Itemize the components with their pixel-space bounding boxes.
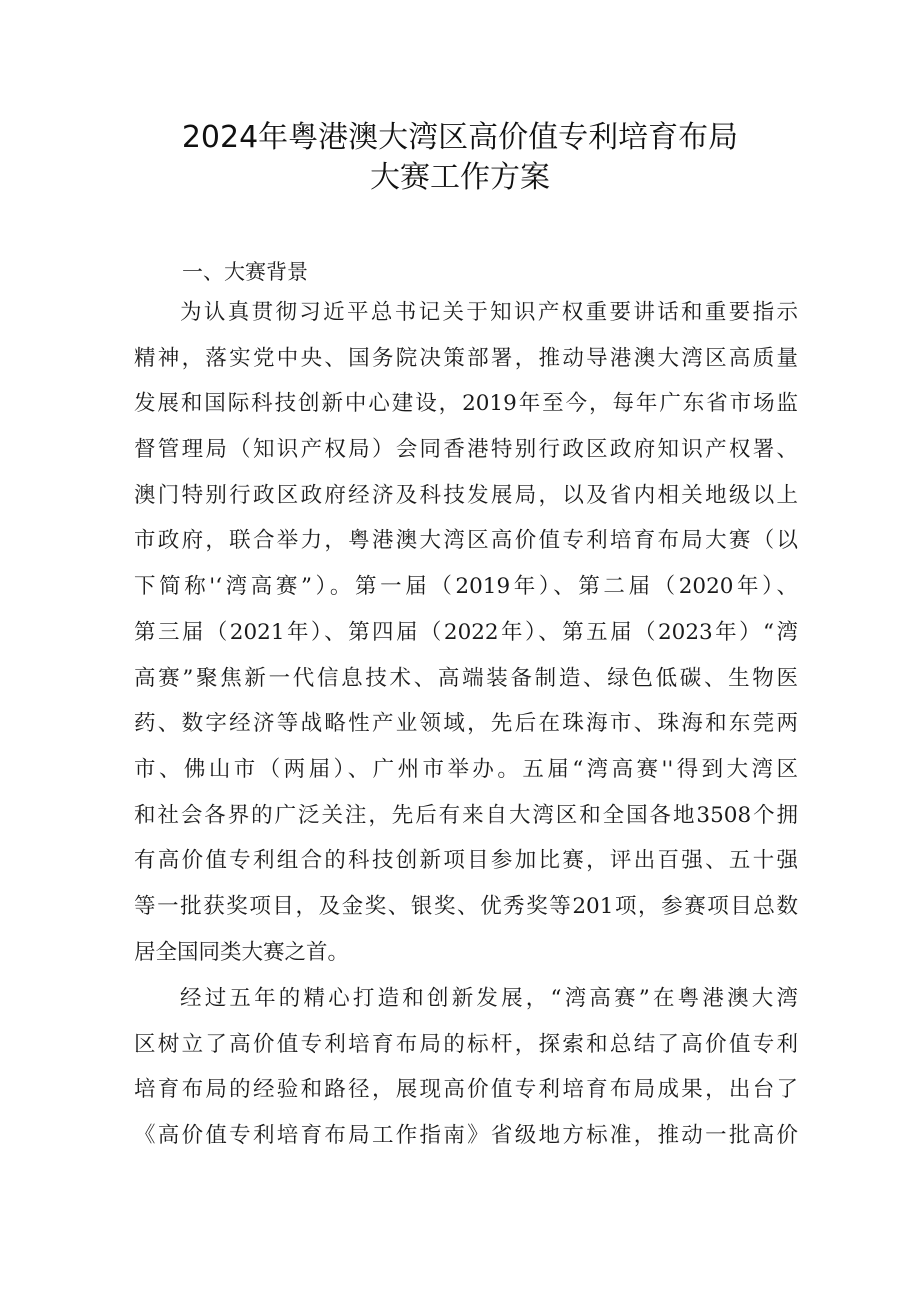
paragraph-line: 下简称'‘湾高赛”）。第一届（2019年）、第二届（2020年）、: [134, 574, 798, 600]
paragraph-line: 发展和国际科技创新中心建设，2019年至今，每年广东省市场监: [134, 391, 798, 417]
paragraph-line: 精神，落实党中央、国务院决策部署，推动导港澳大湾区高质量: [134, 345, 798, 371]
paragraph-line: 市政府，联合举力，粤港澳大湾区高价值专利培育布局大赛（以: [134, 528, 798, 554]
paragraph-line: 区树立了高价值专利培育布局的标杆，探索和总结了高价值专利: [134, 1031, 798, 1057]
paragraph-line: 《高价值专利培育布局工作指南》省级地方标准，推动一批高价: [134, 1123, 798, 1149]
paragraph-line: 有高价值专利组合的科技创新项目参加比赛，评出百强、五十强: [134, 848, 798, 874]
paragraph-line: 药、数字经济等战略性产业领域，先后在珠海市、珠海和东莞两: [134, 711, 798, 737]
paragraph-line: 高赛”聚焦新一代信息技术、高端装备制造、绿色低碳、生物医: [134, 665, 798, 691]
paragraph-line: 澳门特别行政区政府经济及科技发展局，以及省内相关地级以上: [134, 482, 798, 508]
document-title-line-2: 大赛工作方案: [370, 160, 550, 195]
paragraph-line: 和社会各界的广泛关注，先后有来自大湾区和全国各地3508个拥: [134, 802, 798, 828]
paragraph-line: 市、佛山市（两届）、广州市举办。五届“湾高赛''得到大湾区: [134, 756, 798, 782]
paragraph-line: 为认真贯彻习近平总书记关于知识产权重要讲话和重要指示: [180, 300, 798, 325]
document-title-line-1: 2024年粤港澳大湾区高价值专利培育布局: [181, 120, 739, 155]
paragraph-line: 第三届（2021年）、第四届（2022年）、第五届（2023年）“湾: [134, 619, 798, 645]
paragraph-line: 培育布局的经验和路径，展现高价值专利培育布局成果，出台了: [134, 1077, 798, 1103]
paragraph-line: 等一批获奖项目，及金奖、银奖、优秀奖等201项，参赛项目总数: [134, 893, 798, 919]
paragraph-line: 居全国同类大赛之首。: [134, 939, 350, 965]
paragraph-background: [134, 290, 798, 975]
paragraph-line: 督管理局（知识产权局）会同香港特别行政区政府知识产权署、: [134, 437, 798, 463]
paragraph-achievements: [134, 976, 798, 1159]
section-heading: 一、大赛背景: [182, 260, 308, 284]
paragraph-line: 经过五年的精心打造和创新发展，“湾高赛”在粤港澳大湾: [180, 986, 798, 1011]
